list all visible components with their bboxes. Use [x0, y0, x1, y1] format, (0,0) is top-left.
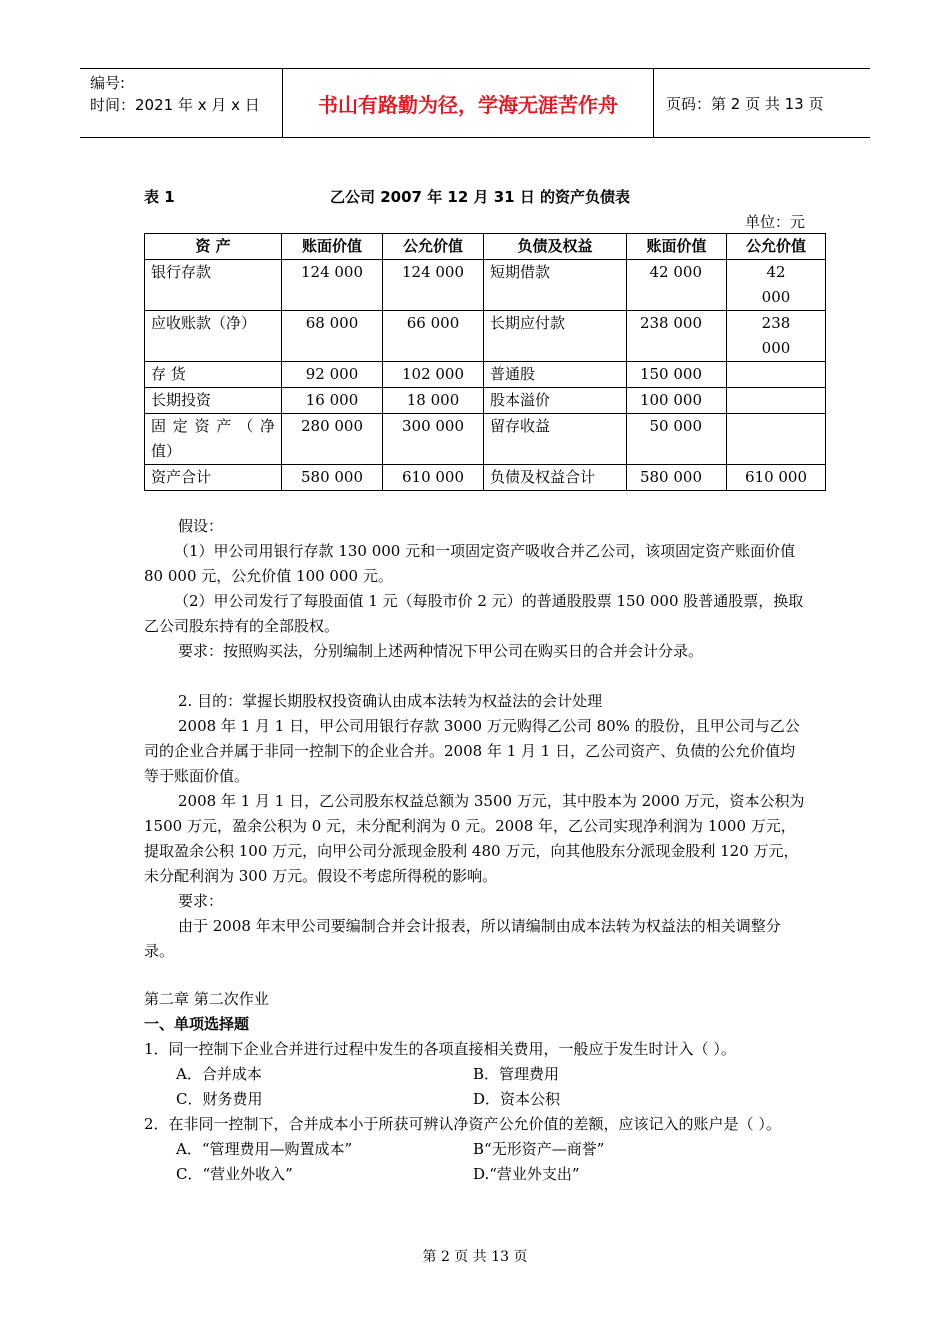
table-cell: 16 000	[282, 388, 383, 414]
table-cell: 610 000	[383, 465, 484, 491]
header-meta	[80, 69, 282, 137]
option: B“无形资产—商誉”	[473, 1140, 605, 1158]
table-cell: 68 000	[282, 311, 383, 362]
paragraph: 2008 年 1 月 1 日，乙公司股东权益总额为 3500 万元，其中股本为 2000 万元，资本公积为 1500 万元，盈余公积为 0 元，未分配利润为 0 元。2008 年，乙公司实现净利润为 1000 万元，提取盈余公积 100 万元，向甲公司分派现金股利 480 万元，向其他股东分派现金股利 120 万元，未分配利润为 300 万元。假设不考虑所得税的影响。	[144, 792, 805, 885]
chapter-2-block	[144, 987, 806, 1187]
col-header: 账面价值	[282, 234, 383, 260]
question-1: 1．同一控制下企业合并进行过程中发生的各项直接相关费用，一般应于发生时计入（ ）。	[144, 1040, 736, 1058]
q2-options-row	[144, 1162, 806, 1187]
q1-options-row	[144, 1087, 806, 1112]
table-cell: 238 000	[627, 311, 727, 362]
option: C．“营业外收入”	[176, 1165, 293, 1183]
table-cell: 股本溢价	[484, 388, 627, 414]
table-header-row	[145, 234, 826, 260]
option: B．管理费用	[473, 1065, 560, 1083]
table-row	[145, 465, 826, 491]
table-title: 乙公司 2007 年 12 月 31 日 的资产负债表	[330, 188, 631, 206]
table-cell: 610 000	[727, 465, 826, 491]
header-motto: 书山有路勤为径，学海无涯苦作舟	[282, 69, 654, 137]
exercise-2-block	[144, 689, 806, 964]
page-header	[80, 68, 870, 138]
table-cell: 66 000	[383, 311, 484, 362]
table-cell: 124 000	[383, 260, 484, 311]
paragraph: 要求：按照购买法，分别编制上述两种情况下甲公司在购买日的合并会计分录。	[178, 642, 704, 660]
table-row	[145, 414, 826, 465]
paragraph: （2）甲公司发行了每股面值 1 元（每股市价 2 元）的普通股股票 150 000 股普通股票，换取乙公司股东持有的全部股权。	[144, 592, 804, 635]
table-cell: 92 000	[282, 362, 383, 388]
table-cell: 存 货	[145, 362, 282, 388]
table-cell: 固 定 资 产 （ 净 值）	[145, 414, 282, 465]
table-label: 表 1	[144, 188, 175, 206]
table-cell: 普通股	[484, 362, 627, 388]
table-cell: 短期借款	[484, 260, 627, 311]
header-page-info: 页码：第 2 页 共 13 页	[666, 94, 824, 113]
q2-options-row	[144, 1137, 806, 1162]
chapter-title: 第二章 第二次作业	[144, 990, 269, 1008]
table-cell: 留存收益	[484, 414, 627, 465]
serial-label: 编号:	[90, 74, 126, 92]
paragraph: （1）甲公司用银行存款 130 000 元和一项固定资产吸收合并乙公司，该项固定资产账面价值 80 000 元，公允价值 100 000 元。	[144, 542, 796, 585]
table-cell: 资产合计	[145, 465, 282, 491]
table-cell: 150 000	[627, 362, 727, 388]
table-cell: 300 000	[383, 414, 484, 465]
q1-options-row	[144, 1062, 806, 1087]
table-cell: 负债及权益合计	[484, 465, 627, 491]
table-cell	[727, 388, 826, 414]
table-cell: 102 000	[383, 362, 484, 388]
option: D．资本公积	[473, 1090, 561, 1108]
table-cell: 100 000	[627, 388, 727, 414]
table-cell: 42 000	[627, 260, 727, 311]
question-2: 2．在非同一控制下，合并成本小于所获可辨认净资产公允价值的差额，应该记入的账户是（ ）。	[144, 1115, 781, 1133]
table-cell: 580 000	[627, 465, 727, 491]
paragraph: 由于 2008 年末甲公司要编制合并会计报表，所以请编制由成本法转为权益法的相关调整分录。	[144, 917, 781, 960]
option: C．财务费用	[176, 1090, 263, 1108]
assumptions-block	[144, 514, 806, 664]
table-cell: 238 000	[727, 311, 826, 362]
option: A．合并成本	[176, 1065, 262, 1083]
option: A．“管理费用—购置成本”	[176, 1140, 353, 1158]
col-header: 负债及权益	[484, 234, 627, 260]
paragraph: 2008 年 1 月 1 日，甲公司用银行存款 3000 万元购得乙公司 80% 的股份，且甲公司与乙公司的企业合并属于非同一控制下的企业合并。2008 年 1 月 1 日，乙公司资产、负债的公允价值均等于账面价值。	[144, 717, 800, 785]
table-cell: 124 000	[282, 260, 383, 311]
table-cell: 280 000	[282, 414, 383, 465]
table-cell: 长期投资	[145, 388, 282, 414]
page-footer: 第 2 页 共 13 页	[422, 1249, 528, 1265]
table-cell: 银行存款	[145, 260, 282, 311]
table-cell: 50 000	[627, 414, 727, 465]
table-cell: 18 000	[383, 388, 484, 414]
table-row	[145, 260, 826, 311]
paragraph: 假设：	[178, 517, 224, 535]
table-cell	[727, 414, 826, 465]
paragraph: 2. 目的：掌握长期股权投资确认由成本法转为权益法的会计处理	[178, 692, 603, 710]
table-cell: 应收账款（净）	[145, 311, 282, 362]
table-unit: 单位：元	[744, 213, 805, 231]
table-cell	[727, 362, 826, 388]
table-row	[145, 311, 826, 362]
col-header: 账面价值	[627, 234, 727, 260]
balance-sheet-table	[144, 233, 826, 491]
table-cell: 42 000	[727, 260, 826, 311]
option: D.“营业外支出”	[473, 1165, 580, 1183]
table-cell: 580 000	[282, 465, 383, 491]
section-title: 一、单项选择题	[144, 1015, 250, 1033]
table-row	[145, 362, 826, 388]
paragraph: 要求：	[178, 892, 224, 910]
col-header: 公允价值	[383, 234, 484, 260]
col-header: 资 产	[145, 234, 282, 260]
table-row	[145, 388, 826, 414]
col-header: 公允价值	[727, 234, 826, 260]
time-label: 时间：2021 年 x 月 x 日	[90, 96, 260, 114]
table-cell: 长期应付款	[484, 311, 627, 362]
